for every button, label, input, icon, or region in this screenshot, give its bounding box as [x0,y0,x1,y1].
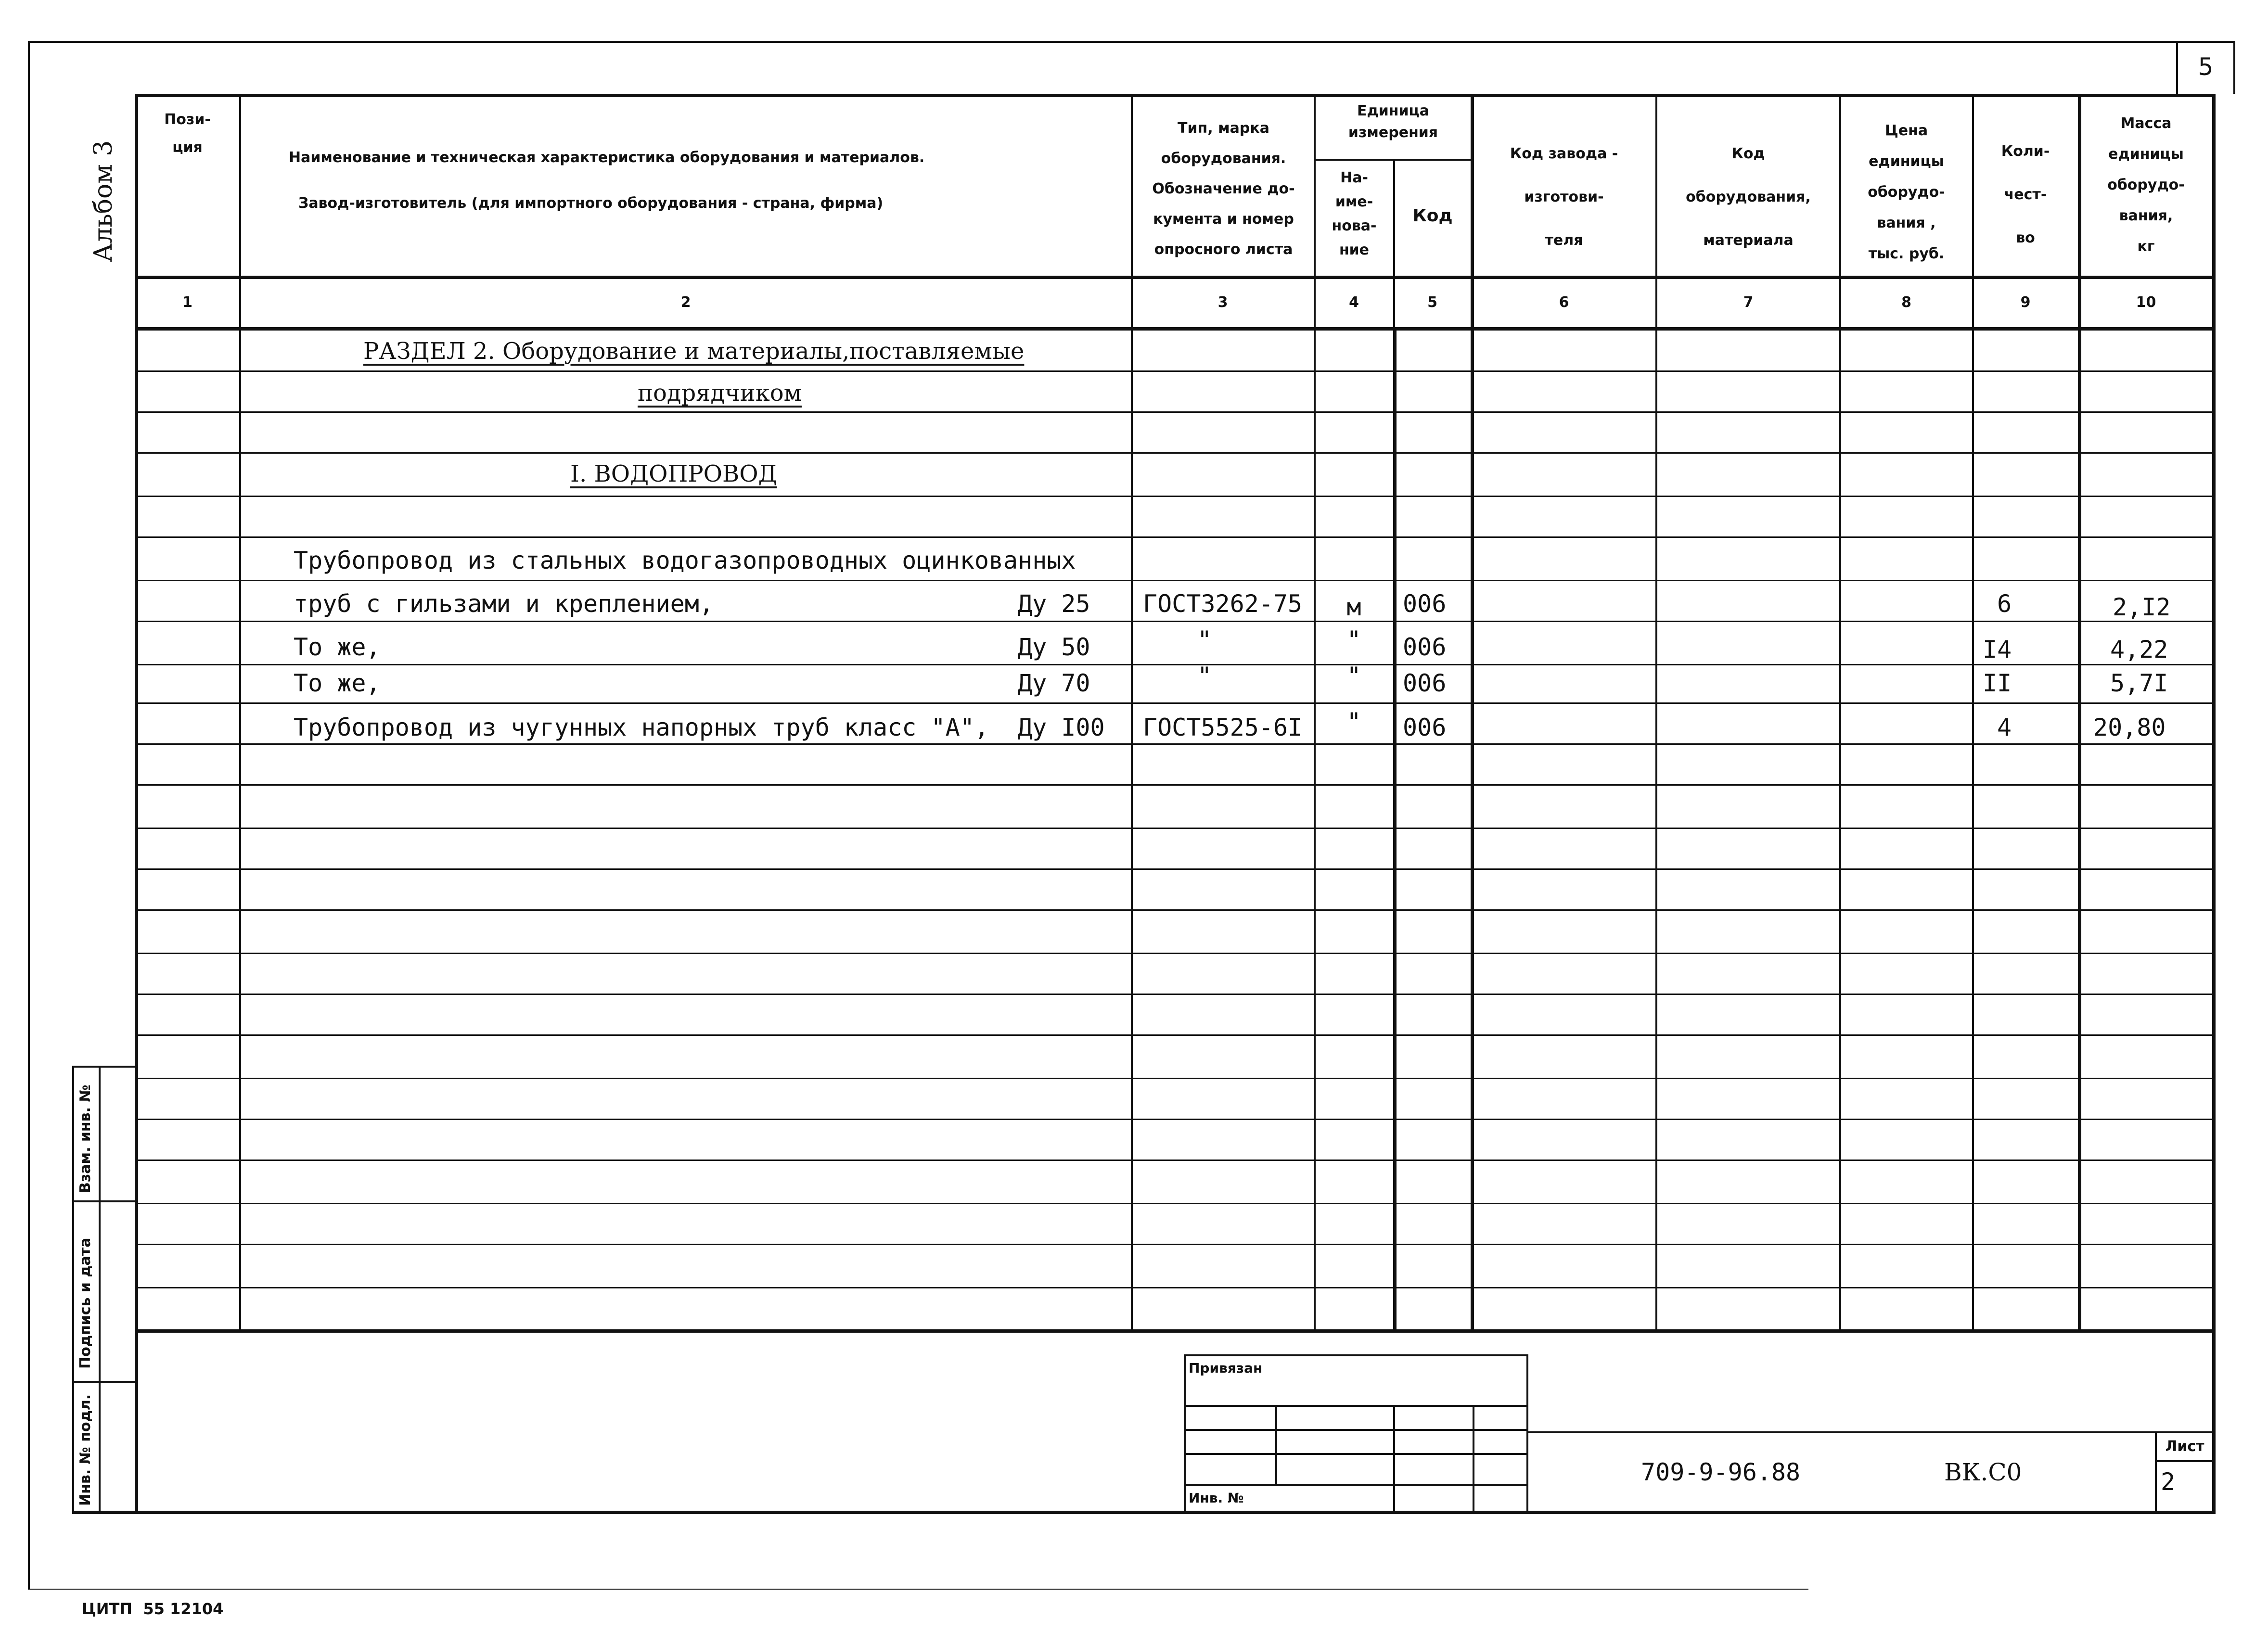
row-5-doc: ГОСТ5525-6I [1143,714,1303,741]
row-line [135,536,2214,538]
header-col10-line5: кг [2137,238,2155,255]
row-3-code: 006 [1403,633,1447,661]
row-2-code: 006 [1403,590,1447,618]
privyazan-v2 [1393,1405,1395,1513]
header-col3-line1: Тип, марка [1178,120,1269,137]
header-col3-line5: опросного листа [1154,241,1293,258]
header-bottom [135,276,2214,279]
row-4-qty: II [1983,669,2012,697]
row-2-mass: 2,I2 [2113,593,2171,621]
privyazan-left [1184,1354,1186,1513]
stamp-div2 [72,1381,135,1383]
header-col3-line3: Обозначение до- [1152,180,1295,197]
row-2-unit: м [1346,593,1361,621]
row-line [135,1244,2214,1245]
row-2-size: Ду 25 [1018,590,1090,618]
row-line [135,868,2214,870]
sheet-label: Лист [2165,1438,2204,1455]
page-number: 5 [2198,53,2214,81]
stamp-vzam: Взам. инв. № [77,1084,94,1193]
header-col6-line3: теля [1545,232,1583,249]
header-col8-line3: оборудо- [1868,184,1945,201]
section-title-line2: подрядчиком [638,380,802,407]
row-line [135,994,2214,995]
row-line [135,580,2214,581]
row-3-size: Ду 50 [1018,633,1090,661]
colnum-6: 6 [1559,294,1569,311]
album-label: Альбом 3 [89,140,118,262]
row-3-mass: 4,22 [2110,636,2168,663]
header-col8-line5: тыс. руб. [1868,245,1945,262]
stamp-inner [99,1066,101,1513]
colnum-4: 4 [1349,294,1359,311]
header-col8-line2: единицы [1869,153,1944,170]
row-line [135,1203,2214,1204]
row-4-name: То же, [294,669,381,697]
header-col8-line4: вания , [1877,215,1936,231]
header-col1-line1: Пози- [164,111,211,128]
row-5-code: 006 [1403,714,1447,741]
colnum-8: 8 [1901,294,1911,311]
row-4-mass: 5,7I [2110,669,2168,697]
sheet-number: 2 [2161,1468,2176,1496]
col-divider-5 [1471,94,1474,1330]
col-divider-1 [239,94,241,1330]
header-col10-line4: вания, [2119,207,2173,224]
header-col10-line2: единицы [2108,146,2184,163]
unit-group-divider [1314,159,1471,161]
doc-mark: ВК.С0 [1944,1458,2022,1486]
header-col4-line1: На- [1340,169,1368,186]
colnum-7: 7 [1743,294,1754,311]
header-col9-line3: во [2016,229,2035,246]
header-col6-line1: Код завода - [1510,145,1618,162]
row-line [135,702,2214,704]
header-unit-line2: измерения [1348,124,1438,141]
header-col6 [1473,132,1655,262]
privyazan-label: Привязан [1189,1360,1263,1376]
stamp-top [72,1066,135,1068]
header-col6-line2: изготови- [1524,189,1604,205]
row-line [135,452,2214,454]
privyazan-v3 [1473,1405,1474,1513]
row-3-unit: " [1346,626,1361,654]
header-col10-line3: оборудо- [2107,177,2185,193]
header-col1 [136,106,239,162]
row-5-name: Трубопровод из чугунных напорных труб класс "А", [294,714,989,741]
row-2-doc: ГОСТ3262-75 [1143,590,1303,618]
row-4-unit: " [1346,662,1361,690]
inv-no-label: Инв. № [1189,1490,1244,1506]
header-col4-line2: име- [1335,193,1373,210]
colnum-1: 1 [182,294,192,311]
header-col9-line2: чест- [2004,186,2047,203]
row-line [135,784,2214,786]
doc-code: 709-9-96.88 [1641,1458,1801,1486]
section-subtitle: I. ВОДОПРОВОД [570,460,777,487]
col-divider-6 [1655,94,1657,1330]
row-4-doc: " [1197,662,1212,690]
colnum-10: 10 [2136,294,2156,311]
row-4-size: Ду 70 [1018,669,1090,697]
header-col4 [1315,166,1393,262]
table-right [2212,94,2216,1514]
row-2-qty: 6 [1997,590,2012,618]
row-5-unit: " [1346,708,1361,736]
header-unit-line1: Единица [1357,102,1429,119]
stamp-podpis: Подпись и дата [77,1237,94,1369]
header-col7-line1: Код [1731,145,1765,162]
colnum-bottom [135,327,2214,331]
row-line [135,1034,2214,1036]
row-line [135,1119,2214,1120]
privyazan-right [1526,1354,1528,1513]
row-3-name: То же, [294,633,381,661]
colnum-5: 5 [1427,294,1437,311]
row-line [135,1078,2214,1079]
footer-text: ЦИТП 55 12104 [82,1600,224,1618]
privyazan-v1 [1275,1405,1277,1484]
table-top [135,94,2214,97]
header-col2 [241,135,1131,226]
row-5-mass: 20,80 [2093,714,2166,741]
row-line [135,743,2214,745]
stamp-left [72,1066,74,1513]
header-col10 [2080,108,2212,262]
header-col2-line2: Завод-изготовитель (для импортного оборудования - страна, фирма) [298,195,884,212]
row-line [135,370,2214,372]
row-line [135,953,2214,954]
footer-line [28,1589,1808,1590]
header-col9-line1: Коли- [2001,143,2050,160]
code-strip-top [1526,1431,2214,1433]
row-3-qty: I4 [1983,636,2012,663]
section-title-line1: РАЗДЕЛ 2. Оборудование и материалы,поставляемые [363,338,1025,365]
header-col4-line4: ние [1339,242,1370,258]
row-line [135,1287,2214,1288]
privyazan-l3 [1184,1453,1528,1455]
row-3-doc: " [1197,626,1212,654]
row-5-qty: 4 [1997,714,2012,741]
col-divider-9 [2078,94,2081,1330]
outer-frame-left [28,41,30,1589]
row-line [135,828,2214,829]
header-col3-line2: оборудования. [1161,150,1286,167]
outer-frame-top [28,41,2235,43]
privyazan-l2 [1184,1429,1528,1431]
header-col4-line3: нова- [1332,217,1377,234]
row-line [135,621,2214,622]
row-4-code: 006 [1403,669,1447,697]
header-col9 [1973,130,2078,260]
header-col7 [1657,132,1840,262]
colnum-3: 3 [1217,294,1228,311]
row-line [135,411,2214,413]
header-col2-line1: Наименование и техническая характеристика оборудования и материалов. [289,149,925,166]
colnum-9: 9 [2020,294,2031,311]
row-line [135,909,2214,911]
col-divider-2 [1131,94,1133,1330]
stamp-div1 [72,1200,135,1202]
col-divider-7 [1839,94,1841,1330]
row-2-name: труб с гильзами и креплением, [294,590,714,618]
frame-bottom [72,1511,2214,1514]
header-col8 [1841,115,1972,269]
header-col5: Код [1412,206,1453,226]
stamp-inv: Инв. № подл. [77,1394,94,1506]
outer-frame-right [2233,41,2235,94]
header-col1-line2: ция [172,139,203,156]
row-1-name: Трубопровод из стальных водогазопроводных оцинкованных [294,547,1076,574]
row-line [135,1160,2214,1161]
header-col3 [1133,113,1314,265]
header-col8-line1: Цена [1884,122,1928,139]
header-col10-line1: Масса [2120,115,2172,132]
row-line [135,496,2214,497]
header-col7-line2: оборудования, [1686,189,1811,205]
table-bottom [135,1329,2214,1333]
col-divider-8 [1972,94,1974,1330]
header-col7-line3: материала [1703,232,1794,249]
privyazan-l1 [1184,1405,1528,1407]
header-col3-line4: кумента и номер [1153,211,1294,228]
colnum-2: 2 [680,294,691,311]
row-5-size: Ду I00 [1018,714,1105,741]
row-line [135,664,2214,665]
header-unit-group [1316,100,1470,143]
